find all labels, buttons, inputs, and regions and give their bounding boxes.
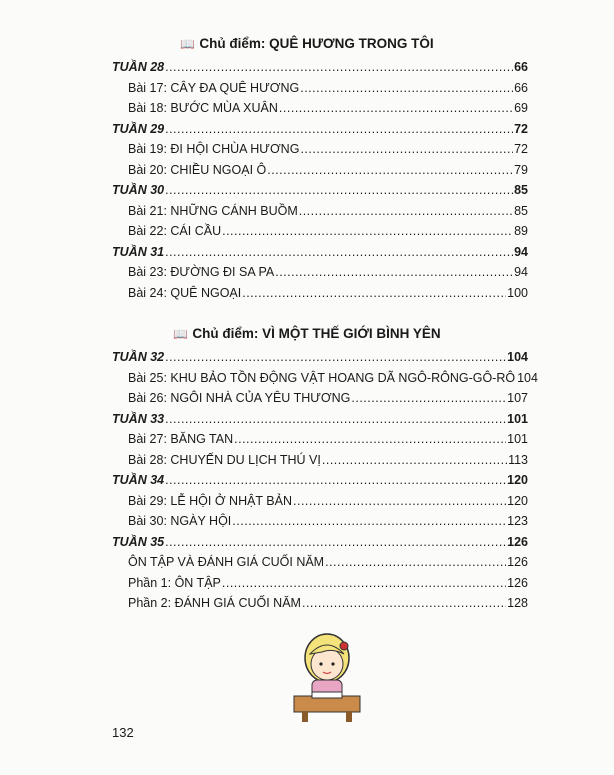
- toc-lesson-row: [112, 429, 528, 450]
- toc-entry-title: Bài 28: CHUYẾN DU LỊCH THÚ VỊ: [128, 452, 321, 467]
- dot-leader: [234, 429, 506, 450]
- toc-lesson-row: [112, 388, 528, 409]
- toc-lesson-row: [112, 221, 528, 242]
- toc-week-row: [112, 180, 528, 201]
- toc-page-number: 107: [507, 391, 528, 405]
- dot-leader: [242, 283, 506, 304]
- toc-page-number: 126: [507, 534, 528, 549]
- toc-lesson-row: [112, 262, 528, 283]
- toc-lesson-row: [112, 160, 528, 181]
- dot-leader: [165, 119, 513, 140]
- dot-leader: [322, 450, 507, 471]
- toc-page-number: 66: [514, 80, 528, 95]
- toc-list: [112, 347, 538, 614]
- toc-page-number: 85: [514, 183, 528, 197]
- toc-entry-title: TUẦN 28: [112, 60, 165, 74]
- section-title-text: Chủ điểm: VÌ MỘT THẾ GIỚI BÌNH YÊN: [192, 326, 441, 341]
- toc-page-number: 120: [507, 473, 528, 487]
- toc-week-row: [112, 57, 528, 78]
- toc-entry-title: TUẦN 31: [112, 244, 165, 259]
- toc-page-number: 72: [514, 142, 528, 156]
- toc-entry-title: TUẦN 34: [112, 473, 165, 487]
- toc-entry-title: TUẦN 32: [112, 350, 165, 364]
- dot-leader: [299, 201, 513, 222]
- dot-leader: [325, 552, 506, 573]
- toc-page-number: 126: [507, 555, 528, 569]
- toc-page-number: 94: [514, 244, 528, 259]
- toc-entry-title: Bài 19: ĐI HỘI CHÙA HƯƠNG: [128, 142, 300, 156]
- toc-entry-title: ÔN TẬP VÀ ĐÁNH GIÁ CUỐI NĂM: [128, 555, 325, 569]
- toc-entry-title: Bài 18: BƯỚC MÙA XUÂN: [128, 101, 278, 115]
- toc-page-number: 100: [507, 285, 528, 300]
- toc-lesson-row: [112, 593, 528, 614]
- dot-leader: [165, 532, 506, 553]
- toc-entry-title: TUẦN 29: [112, 121, 165, 136]
- toc-page-number: 94: [514, 265, 528, 279]
- dot-leader: [267, 160, 513, 181]
- dot-leader: [222, 221, 513, 242]
- toc-lesson-row: [112, 98, 528, 119]
- toc-page-number: 69: [514, 101, 528, 115]
- toc-page-number: 113: [508, 452, 528, 467]
- section-title: [0, 326, 614, 341]
- dot-leader: [165, 242, 513, 263]
- dot-leader: [293, 491, 506, 512]
- toc-entry-title: Bài 29: LỄ HỘI Ở NHẬT BẢN: [128, 493, 293, 508]
- toc-week-row: [112, 532, 528, 553]
- toc-week-row: [112, 409, 528, 430]
- dot-leader: [232, 511, 506, 532]
- dot-leader: [165, 409, 506, 430]
- toc-lesson-row: [112, 552, 528, 573]
- toc-entry-title: Bài 20: CHIỀU NGOẠI Ô: [128, 162, 267, 177]
- dot-leader: [165, 180, 513, 201]
- dot-leader: [222, 573, 506, 594]
- toc-entry-title: TUẦN 33: [112, 411, 165, 426]
- toc-page-number: 85: [514, 203, 528, 218]
- toc-week-row: [112, 347, 528, 368]
- dot-leader: [275, 262, 513, 283]
- toc-lesson-row: [112, 491, 528, 512]
- toc-lesson-row: [112, 78, 528, 99]
- toc-lesson-row: [112, 573, 528, 594]
- girl-writing-illustration: [292, 630, 362, 727]
- toc-entry-title: TUẦN 30: [112, 183, 165, 197]
- toc-page-number: 104: [507, 350, 528, 364]
- toc-page-number: 101: [507, 411, 528, 426]
- toc-entry-title: Bài 27: BĂNG TAN: [128, 432, 234, 446]
- dot-leader: [165, 57, 513, 78]
- toc-lesson-row: [112, 139, 528, 160]
- toc-entry-title: Bài 26: NGÔI NHÀ CỦA YÊU THƯƠNG: [128, 391, 351, 405]
- toc-entry-title: Bài 24: QUÊ NGOẠI: [128, 285, 242, 300]
- toc-entry-title: Bài 17: CÂY ĐA QUÊ HƯƠNG: [128, 80, 300, 95]
- toc-page-number: 72: [514, 121, 528, 136]
- toc-page-number: 66: [514, 60, 528, 74]
- toc-page-number: 89: [514, 224, 528, 238]
- toc-entry-title: Bài 22: CÁI CẦU: [128, 224, 222, 238]
- book-icon: 📖: [180, 37, 196, 51]
- toc-page-number: 123: [507, 514, 528, 528]
- toc-entry-title: Bài 30: NGÀY HỘI: [128, 514, 232, 528]
- toc-page-number: 126: [507, 575, 528, 590]
- section-title-text: Chủ điểm: QUÊ HƯƠNG TRONG TÔI: [199, 36, 434, 51]
- toc-entry-title: TUẦN 35: [112, 534, 165, 549]
- dot-leader: [351, 388, 506, 409]
- section-title: [0, 36, 614, 51]
- dot-leader: [165, 470, 506, 491]
- toc-entry-title: Bài 23: ĐƯỜNG ĐI SA PA: [128, 265, 275, 279]
- toc-list: [112, 57, 528, 303]
- book-icon: 📖: [173, 327, 189, 341]
- toc-page-number: 79: [514, 162, 528, 177]
- dot-leader: [165, 347, 506, 368]
- toc-page-number: 120: [507, 493, 528, 508]
- page-number: 132: [112, 725, 134, 740]
- toc-page-number: 101: [507, 432, 528, 446]
- dot-leader: [300, 78, 513, 99]
- toc-lesson-row: [112, 450, 528, 471]
- toc-entry-title: Phần 2: ĐÁNH GIÁ CUỐI NĂM: [128, 596, 301, 610]
- toc-week-row: [112, 470, 528, 491]
- toc-page-number: 128: [507, 596, 528, 610]
- toc-entry-title: Bài 25: KHU BẢO TỒN ĐỘNG VẬT HOANG DÃ NGÔ-RÔNG-GÔ-RÔ: [128, 370, 516, 385]
- toc-lesson-row: [112, 201, 528, 222]
- dot-leader: [300, 139, 513, 160]
- dot-leader: [279, 98, 513, 119]
- toc-week-row: [112, 119, 528, 140]
- toc-week-row: [112, 242, 528, 263]
- toc-entry-title: Bài 21: NHỮNG CÁNH BUỒM: [128, 203, 298, 218]
- dot-leader: [302, 593, 506, 614]
- toc-lesson-row: [112, 511, 528, 532]
- toc-page-number: 104: [517, 370, 538, 385]
- toc-lesson-row: [112, 368, 538, 389]
- toc-lesson-row: [112, 283, 528, 304]
- toc-entry-title: Phần 1: ÔN TẬP: [128, 575, 221, 590]
